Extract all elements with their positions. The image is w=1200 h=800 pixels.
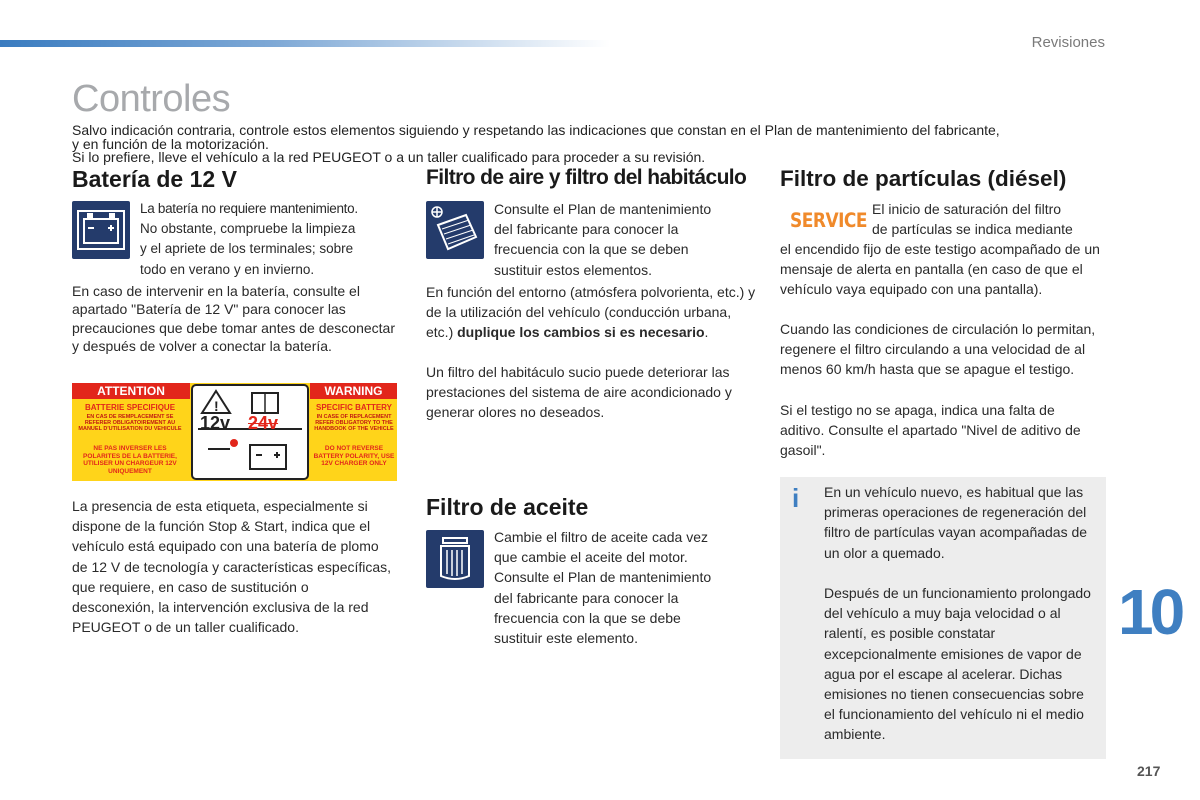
intro-line-3: Si lo prefiere, lleve el vehículo a la red PEUGEOT o a un taller cualificado para proceder a su revisión. (72, 149, 706, 165)
battery-icon-text (140, 199, 400, 280)
oil-filter-icon-text (494, 527, 754, 648)
particle-icon-line: de partículas se indica mediante (872, 221, 1073, 238)
particle-filter-icon-text (872, 199, 1102, 239)
battery-icon-line: todo en verano y en invierno. (140, 261, 315, 277)
intro-text (72, 124, 1112, 165)
page-number: 217 (1137, 763, 1161, 779)
air-filter-para1-text: En función del entorno (atmósfera polvorienta, etc.) y de la utilización del vehículo (conducción urbana, etc.) (426, 284, 756, 341)
label-left-bottom: NE PAS INVERSER LES POLARITES DE LA BATTERIE, UTILISER UN CHARGEUR 12V UNIQUEMENT (83, 445, 177, 475)
air-filter-para1-bold: duplique los cambios si es necesario (457, 324, 705, 341)
battery-icon (72, 201, 130, 259)
label-24v: 24v (248, 413, 279, 433)
air-filter-icon-text (494, 199, 754, 280)
air-filter-section (426, 166, 766, 190)
info-paragraph-1: En un vehículo nuevo, es habitual que las primeras operaciones de regeneración del filtro de partículas vayan acompañadas de un olor a quemado. (824, 484, 1088, 561)
label-right-sub: IN CASE OF REPLACEMENT REFER OBLIGATORY TO THE HANDBOOK OF THE VEHICLE (314, 414, 394, 432)
label-left-sub: EN CAS DE REMPLACEMENT SE REFERER OBLIGATOIREMENT AU MANUEL D'UTILISATION DU VEHICULE (78, 414, 182, 432)
air-filter-paragraph-1 (426, 282, 756, 343)
battery-heading: Batería de 12 V (72, 166, 237, 192)
oil-filter-icon (426, 530, 484, 588)
battery-paragraph-1: En caso de intervenir en la batería, consulte el apartado "Batería de 12 V" para conocer las precauciones que debe tomar antes de desconectar y después de volver a conectar la batería. (72, 283, 395, 354)
label-attention: ATTENTION (72, 383, 190, 399)
header-accent-bar (0, 40, 610, 47)
battery-icon-line: La batería no requiere mantenimiento. (140, 201, 358, 216)
air-filter-icon-line: sustituir estos elementos. (494, 261, 652, 278)
oil-filter-line: sustituir este elemento. (494, 630, 638, 647)
label-12v: 12v (200, 413, 231, 433)
chapter-number: 10 (1118, 576, 1182, 648)
air-filter-para1-end: . (704, 324, 709, 341)
battery-section (72, 166, 402, 193)
particle-icon-line: El inicio de saturación del filtro (872, 201, 1062, 217)
particle-filter-section (780, 166, 1120, 192)
info-note-box (780, 477, 1106, 759)
oil-filter-line: del fabricante para conocer la (494, 589, 679, 606)
page-title: Controles (72, 78, 231, 120)
battery-icon-line: No obstante, compruebe la limpieza (140, 221, 356, 237)
particle-filter-paragraph-1: el encendido fijo de este testigo acompañado de un mensaje de alerta en pantalla (en caso de que el vehículo vaya equipado con una pantalla). (780, 241, 1100, 298)
label-left-top: BATTERIE SPECIFIQUE (84, 403, 176, 412)
oil-filter-heading: Filtro de aceite (426, 494, 589, 520)
label-warning: WARNING (310, 383, 397, 399)
oil-filter-line: Cambie el filtro de aceite cada vez (494, 529, 708, 545)
intro-line-1: Salvo indicación contraria, controle estos elementos siguiendo y respetando las indicaciones que constan en el Plan de mantenimiento del fabricante, (72, 122, 1000, 138)
oil-filter-line: Consulte el Plan de mantenimiento (494, 569, 712, 586)
air-filter-icon (426, 201, 484, 259)
air-filter-heading: Filtro de aire y filtro del habitáculo (426, 166, 747, 189)
battery-icon-line: y el apriete de los terminales; sobre (140, 241, 354, 257)
oil-filter-line: frecuencia con la que se debe (494, 609, 681, 626)
section-label: Revisiones (1031, 34, 1105, 51)
air-filter-paragraph-2: Un filtro del habitáculo sucio puede deteriorar las prestaciones del sistema de aire acondicionado y generar olores no deseados. (426, 364, 732, 421)
service-warning-icon: SERVICE (790, 209, 868, 233)
battery-paragraph-2: La presencia de esta etiqueta, especialmente si dispone de la función Stop & Start, indica que el vehículo está equipado con una batería de plomo de 12 V de tecnología y características específicas, que requiere, en caso de sustitución o desconexión, la intervención exclusiva de la red PEUGEOT o de un taller cualificado. (72, 498, 392, 636)
air-filter-icon-line: frecuencia con la que se deben (494, 241, 689, 258)
battery-warning-label (72, 383, 397, 481)
label-right-bottom: DO NOT REVERSE BATTERY POLARITY, USE 12V CHARGER ONLY (313, 445, 395, 467)
intro-line-2: y en función de la motorización. (72, 135, 269, 152)
particle-filter-paragraph-2: Cuando las condiciones de circulación lo permitan, regenere el filtro circulando a una velocidad de al menos 60 km/h hasta que se apague el testigo. (780, 321, 1096, 378)
svg-text:!: ! (214, 398, 219, 414)
info-icon: i (792, 483, 800, 513)
air-filter-icon-line: del fabricante para conocer la (494, 221, 679, 238)
info-paragraph-2: Después de un funcionamiento prolongado del vehículo a muy baja velocidad o al ralentí, es posible constatar excepcionalmente emisiones de vapor de agua por el escape al acelerar. Dichas emisiones no tienen consecuencias sobre el funcionamiento del vehículo ni el medio ambiente. (824, 585, 1091, 743)
particle-filter-heading: Filtro de partículas (diésel) (780, 166, 1067, 191)
label-right-top: SPECIFIC BATTERY (315, 403, 392, 412)
particle-filter-paragraph-3: Si el testigo no se apaga, indica una falta de aditivo. Consulte el apartado "Nivel de aditivo de gasoil". (780, 402, 1081, 459)
oil-filter-line: que cambie el aceite del motor. (494, 549, 688, 566)
air-filter-icon-line: Consulte el Plan de mantenimiento (494, 201, 712, 217)
